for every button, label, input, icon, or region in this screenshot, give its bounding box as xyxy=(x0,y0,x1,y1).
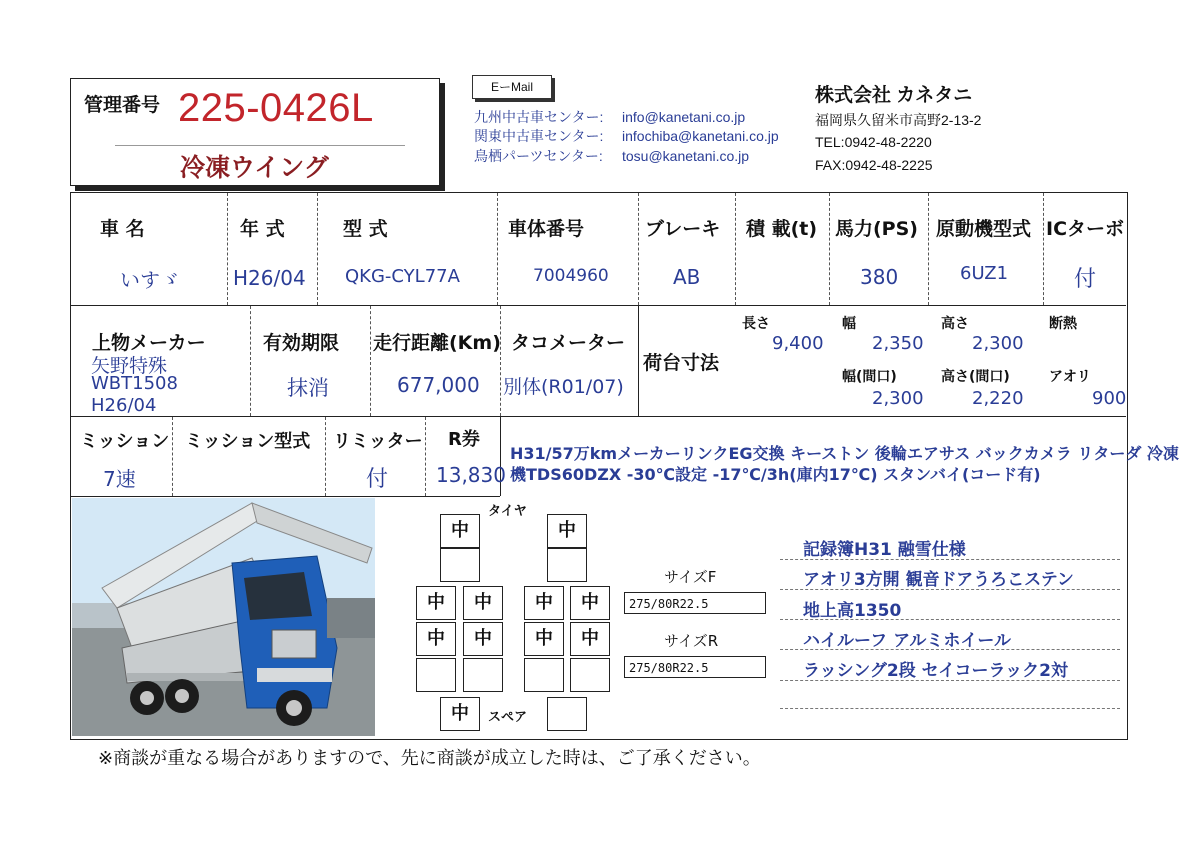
tire-spare-1: 中 xyxy=(440,697,480,731)
note-item: ハイルーフ アルミホイール xyxy=(803,631,1012,651)
dim-label-height: 高さ xyxy=(941,316,969,332)
company-address: 福岡県久留米市高野2-13-2 xyxy=(815,112,982,128)
dim-value-length: 9,400 xyxy=(772,333,824,354)
value-inspection-expiry: 抹消 xyxy=(287,376,329,400)
value-brake: AB xyxy=(673,265,701,289)
size-rear-label: サイズR xyxy=(664,632,719,650)
col-divider xyxy=(325,417,326,496)
header-transmission: ミッション xyxy=(80,431,170,452)
header-engine-model: 原動機型式 xyxy=(936,218,1032,240)
col-divider xyxy=(172,417,173,496)
email-row-kanto xyxy=(474,126,779,146)
tire-label: タイヤ xyxy=(488,504,527,519)
col-divider xyxy=(500,306,501,416)
dim-label-insulation: 断熱 xyxy=(1049,316,1077,332)
header-cargo-dimensions: 荷台寸法 xyxy=(643,352,720,374)
email-row-tosu xyxy=(474,146,749,166)
body-maker-line: H26/04 xyxy=(91,395,157,416)
note-divider xyxy=(780,680,1120,681)
company-tel: TEL:0942-48-2220 xyxy=(815,134,932,150)
header-year: 年 式 xyxy=(240,218,285,240)
email-label: EーMail xyxy=(472,75,552,99)
col-divider xyxy=(1043,193,1044,305)
tire-front-right: 中 xyxy=(547,514,587,548)
col-divider xyxy=(227,193,228,305)
tire-rear1-outer-right: 中 xyxy=(570,586,610,620)
tire-spare-2 xyxy=(547,697,587,731)
dim-label-opening-height: 高さ(間口) xyxy=(941,369,1010,385)
value-car-name: いすゞ xyxy=(120,268,180,292)
value-model: QKG-CYL77A xyxy=(345,266,460,287)
dim-label-length: 長さ xyxy=(742,316,770,332)
header-r-ticket: R券 xyxy=(448,429,480,450)
value-year: H26/04 xyxy=(233,266,306,290)
note-divider xyxy=(780,649,1120,650)
value-limiter: 付 xyxy=(366,467,389,492)
col-divider xyxy=(250,306,251,416)
col-divider xyxy=(928,193,929,305)
value-engine-model: 6UZ1 xyxy=(960,263,1009,284)
spare-label: スペア xyxy=(488,710,528,725)
dim-value-side-gate: 900 xyxy=(1092,388,1127,409)
divider xyxy=(115,145,405,146)
tire-rear2-inner-right: 中 xyxy=(524,622,564,656)
col-divider xyxy=(425,417,426,496)
truck-photo-image xyxy=(72,498,375,736)
note-item: ラッシング2段 セイコーラック2対 xyxy=(803,661,1068,681)
management-number: 225-0426L xyxy=(178,86,374,130)
tire-slot-empty xyxy=(524,658,564,692)
value-r-ticket: 13,830 xyxy=(436,463,506,487)
dim-value-opening-width: 2,300 xyxy=(872,388,924,409)
footer-disclaimer: ※商談が重なる場合がありますので、先に商談が成立した時は、ご了承ください。 xyxy=(98,748,761,769)
center-name: 鳥栖パーツセンター: xyxy=(474,148,603,164)
tire-slot-empty xyxy=(440,548,480,582)
tire-slot-empty xyxy=(547,548,587,582)
header-transmission-type: ミッション型式 xyxy=(185,431,311,452)
header-brake: ブレーキ xyxy=(645,218,721,240)
remarks-line: 機TDS60DZX -30℃設定 -17℃/3h(庫内17℃) スタンバイ(コード有) xyxy=(510,465,1041,484)
header-horsepower: 馬力(PS) xyxy=(835,218,918,240)
col-divider xyxy=(638,306,639,416)
dim-label-width: 幅 xyxy=(842,316,856,332)
tire-slot-empty xyxy=(416,658,456,692)
email-row-kyushu xyxy=(474,107,745,127)
remarks-line: H31/57万kmメーカーリンクEG交換 キーストン 後輪エアサス バックカメラ リターダ 冷凍 xyxy=(510,444,1179,463)
tire-slot-empty xyxy=(570,658,610,692)
tire-front-left: 中 xyxy=(440,514,480,548)
row-divider xyxy=(70,496,500,497)
tire-rear2-outer-left: 中 xyxy=(416,622,456,656)
note-divider xyxy=(780,589,1120,590)
row-divider xyxy=(70,416,1126,417)
body-type: 冷凍ウイング xyxy=(180,153,329,182)
dim-value-opening-height: 2,220 xyxy=(972,388,1024,409)
note-divider xyxy=(780,559,1120,560)
value-tachometer: 別体(R01/07) xyxy=(503,376,624,398)
center-name: 関東中古車センター: xyxy=(474,128,604,144)
size-rear-value: 275/80R22.5 xyxy=(624,656,766,678)
center-name: 九州中古車センター: xyxy=(474,109,604,125)
header-car-name: 車 名 xyxy=(100,218,145,240)
note-item: アオリ3方開 観音ドアうろこステン xyxy=(803,570,1074,590)
header-limiter: リミッター xyxy=(333,431,423,452)
note-divider xyxy=(780,619,1120,620)
col-divider xyxy=(829,193,830,305)
tire-rear1-outer-left: 中 xyxy=(416,586,456,620)
header-tachometer: タコメーター xyxy=(511,332,626,354)
col-divider xyxy=(638,193,639,305)
tire-rear2-outer-right: 中 xyxy=(570,622,610,656)
tire-rear1-inner-left: 中 xyxy=(463,586,503,620)
header-model: 型 式 xyxy=(343,218,388,240)
body-maker-line: WBT1508 xyxy=(91,373,178,394)
dim-label-opening-width: 幅(間口) xyxy=(842,369,897,385)
col-divider xyxy=(370,306,371,416)
header-body-maker: 上物メーカー xyxy=(92,332,206,354)
company-fax: FAX:0942-48-2225 xyxy=(815,157,933,173)
col-divider xyxy=(317,193,318,305)
email-address[interactable]: info@kanetani.co.jp xyxy=(622,109,746,125)
size-front-label: サイズF xyxy=(664,568,717,586)
header-mileage: 走行距離(Km) xyxy=(373,332,501,354)
col-divider xyxy=(735,193,736,305)
value-mileage: 677,000 xyxy=(397,373,480,397)
row-divider xyxy=(70,305,1126,306)
header-inspection-expiry: 有効期限 xyxy=(263,332,340,354)
note-item: 記録簿H31 融雪仕様 xyxy=(803,540,966,560)
dim-value-height: 2,300 xyxy=(972,333,1024,354)
tire-rear2-inner-left: 中 xyxy=(463,622,503,656)
header-chassis-number: 車体番号 xyxy=(508,218,585,240)
company-name: 株式会社 カネタニ xyxy=(815,85,973,106)
value-transmission: 7速 xyxy=(103,467,136,491)
tire-slot-empty xyxy=(463,658,503,692)
size-front-value: 275/80R22.5 xyxy=(624,592,766,614)
value-ic-turbo: 付 xyxy=(1074,267,1097,292)
management-label: 管理番号 xyxy=(84,94,161,116)
header-load: 積 載(t) xyxy=(746,218,818,240)
body-maker-line: 矢野特殊 xyxy=(91,355,168,377)
email-address[interactable]: tosu@kanetani.co.jp xyxy=(622,148,750,164)
value-chassis-number: 7004960 xyxy=(533,266,609,286)
note-item: 地上高1350 xyxy=(803,601,902,621)
dim-label-side-gate: アオリ xyxy=(1049,369,1091,385)
tire-rear1-inner-right: 中 xyxy=(524,586,564,620)
value-horsepower: 380 xyxy=(860,265,899,289)
truck-photo xyxy=(72,498,375,736)
email-address[interactable]: infochiba@kanetani.co.jp xyxy=(622,128,779,144)
col-divider xyxy=(497,193,498,305)
note-divider xyxy=(780,708,1120,709)
header-ic-turbo: ICターボ xyxy=(1046,218,1125,240)
dim-value-width: 2,350 xyxy=(872,333,924,354)
